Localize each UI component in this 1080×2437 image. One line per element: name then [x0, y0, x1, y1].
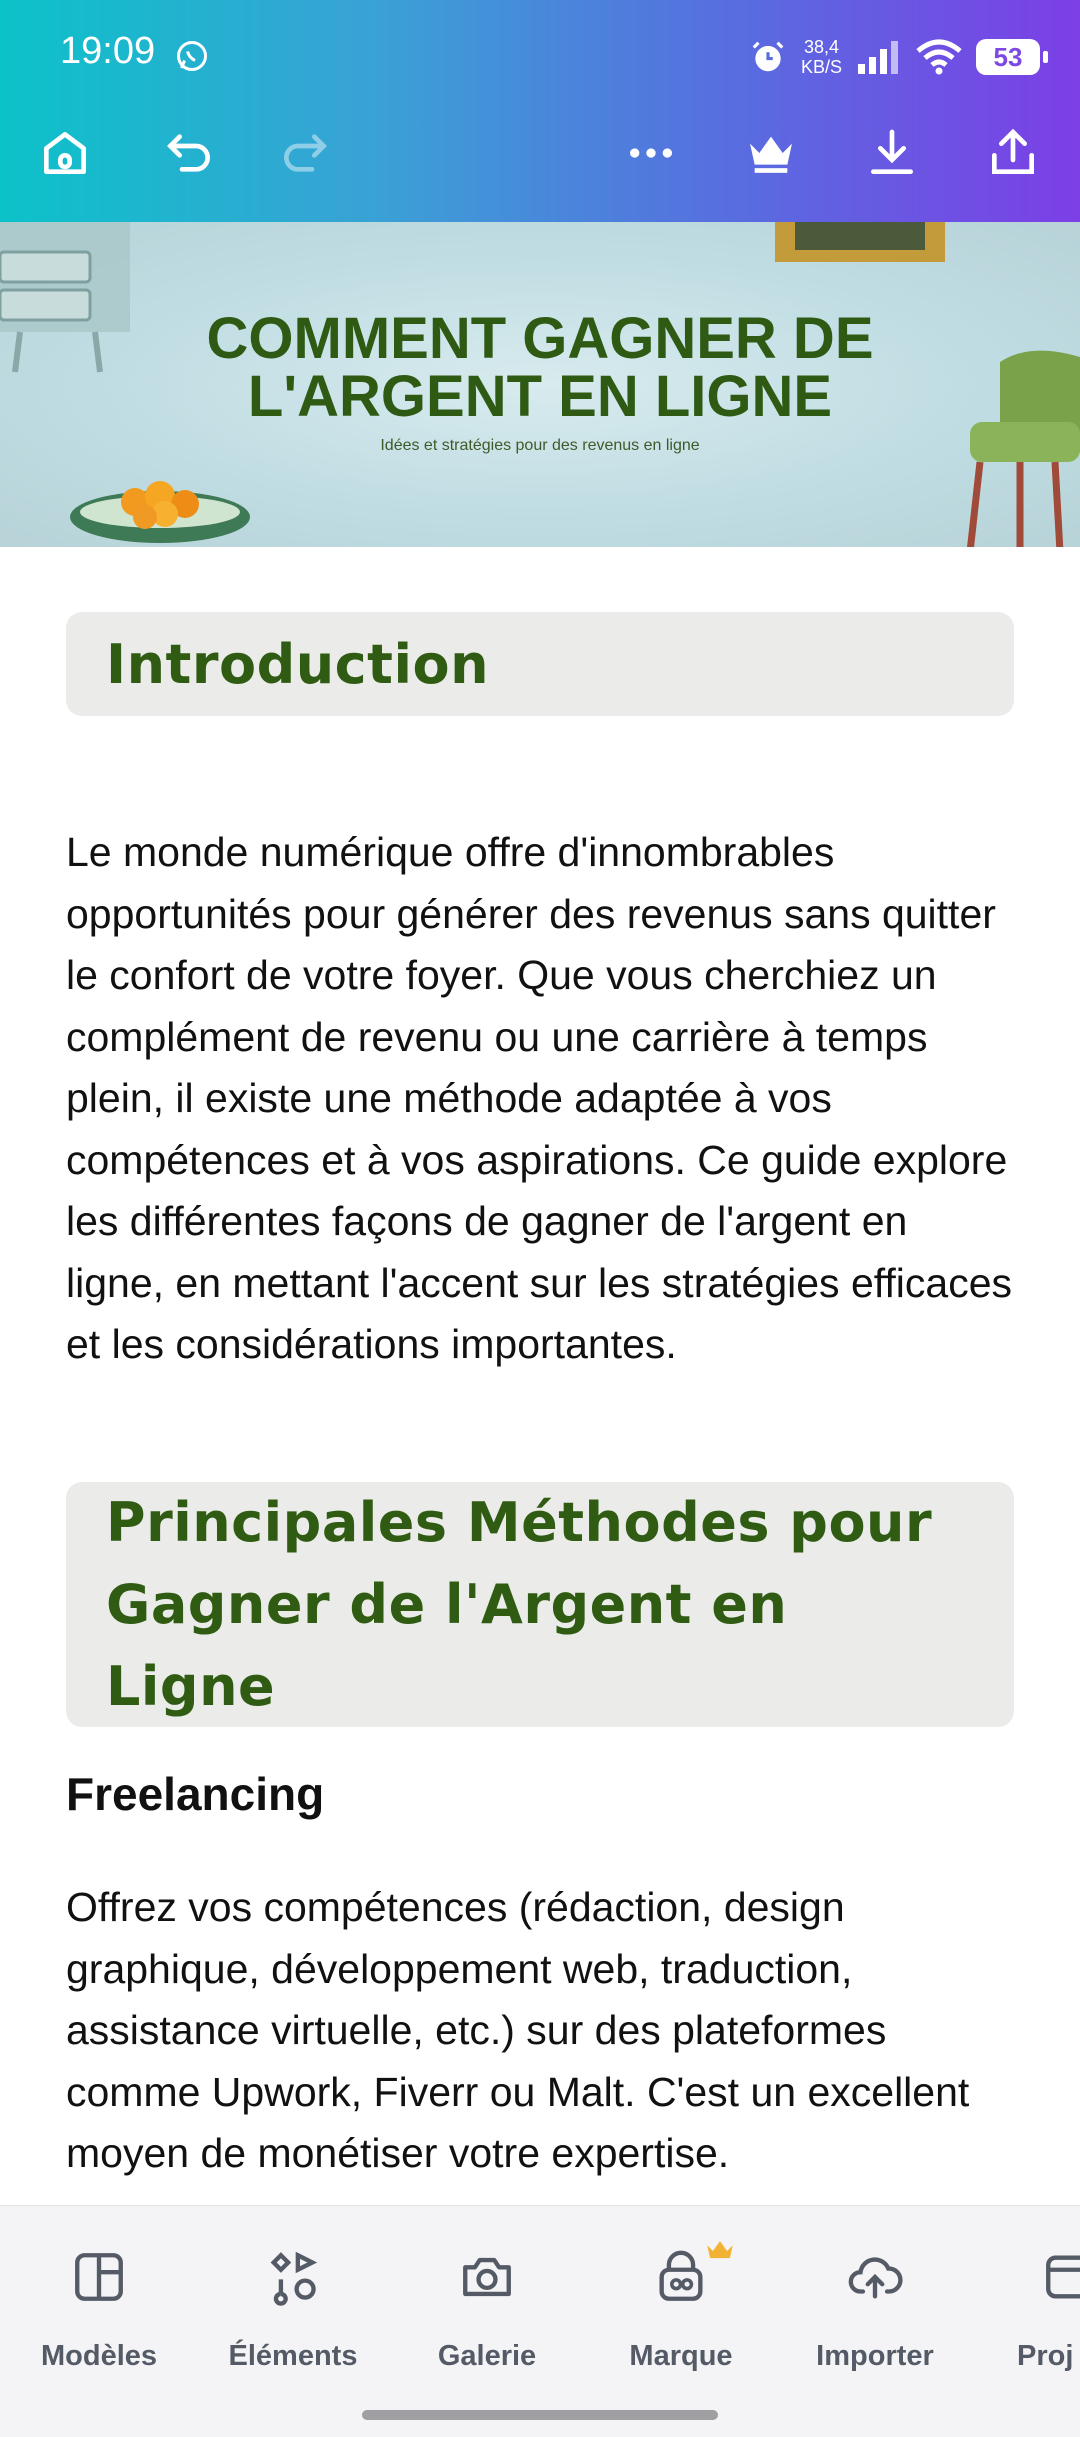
intro-heading[interactable]: Introduction [66, 612, 1014, 716]
network-speed [801, 37, 842, 77]
more-icon [623, 125, 679, 181]
banner-subtitle: Idées et stratégies pour des revenus en ligne [380, 437, 700, 454]
nav-item-templates[interactable] [9, 2248, 189, 2373]
premium-crown-icon [703, 2234, 737, 2268]
nav-label-templates: Modèles [40, 2340, 158, 2372]
top-bar [0, 0, 1080, 222]
home-button[interactable] [32, 120, 98, 186]
nav-label-brand: Marque [629, 2340, 733, 2372]
whatsapp-icon [174, 38, 210, 74]
freelancing-heading[interactable]: Freelancing [66, 1768, 325, 1820]
methods-heading[interactable]: Principales Méthodes pour Gagner de l'Argent en Ligne [66, 1482, 1014, 1727]
nav-item-gallery[interactable] [397, 2248, 577, 2373]
nav-label-import: Importer [816, 2340, 934, 2372]
download-button[interactable] [859, 120, 925, 186]
elements-icon [264, 2248, 322, 2306]
status-icons [749, 30, 1040, 84]
nav-item-brand[interactable] [591, 2248, 771, 2373]
banner-title-line2: L'ARGENT EN LIGNE [247, 364, 833, 429]
redo-icon [277, 125, 333, 181]
camera-icon [458, 2248, 516, 2306]
wifi-icon [916, 39, 962, 75]
more-button[interactable] [618, 120, 684, 186]
frame-illustration [770, 222, 950, 267]
nav-label-gallery: Galerie [437, 2340, 537, 2372]
fruit-bowl-illustration [65, 462, 255, 547]
network-speed-value: 38,4 [803, 37, 839, 57]
nav-item-import[interactable] [785, 2248, 965, 2373]
nav-item-projects[interactable] [979, 2248, 1080, 2373]
signal-icon [856, 40, 902, 74]
share-icon [985, 125, 1041, 181]
crown-icon [743, 125, 799, 181]
nav-label-projects: Proj [1017, 2340, 1074, 2372]
status-time: 19:09 [60, 30, 156, 72]
download-icon [864, 125, 920, 181]
battery-indicator: 53 [976, 39, 1040, 75]
projects-icon [1041, 2248, 1080, 2306]
redo-button[interactable] [272, 120, 338, 186]
intro-paragraph[interactable]: Le monde numérique offre d'innombrables opportunités pour générer des revenus sans quitter le confort de votre foyer. Que vous cherchiez un complément de revenu ou une carrière à temps plein, il existe une méthode adaptée à vos compétences et à vos aspirations. Ce guide explore les différentes façons de gagner de l'argent en ligne, en mettant l'accent sur les stratégies efficaces et les considérations importantes. [66, 829, 1013, 1367]
freelancing-paragraph[interactable]: Offrez vos compétences (rédaction, design graphique, développement web, traduction, assistance virtuelle, etc.) sur des plateformes comme Upwork, Fiverr ou Malt. C'est un excellent moyen de monétiser votre expertise. [66, 1884, 970, 2176]
templates-icon [70, 2248, 128, 2306]
share-button[interactable] [980, 120, 1046, 186]
upload-cloud-icon [846, 2248, 904, 2306]
brand-icon [652, 2248, 710, 2306]
home-icon [37, 125, 93, 181]
home-indicator [362, 2410, 718, 2420]
banner-title-line1: COMMENT GAGNER DE [206, 306, 874, 371]
alarm-icon [749, 38, 787, 76]
network-speed-unit: KB/S [800, 57, 842, 77]
undo-icon [161, 125, 217, 181]
undo-button[interactable] [156, 120, 222, 186]
nav-item-elements[interactable] [203, 2248, 383, 2373]
nav-label-elements: Éléments [228, 2340, 358, 2372]
document-banner[interactable] [0, 222, 1080, 547]
premium-button[interactable] [738, 120, 804, 186]
banner-title [0, 306, 1080, 429]
bottom-navigation [0, 2205, 1080, 2437]
